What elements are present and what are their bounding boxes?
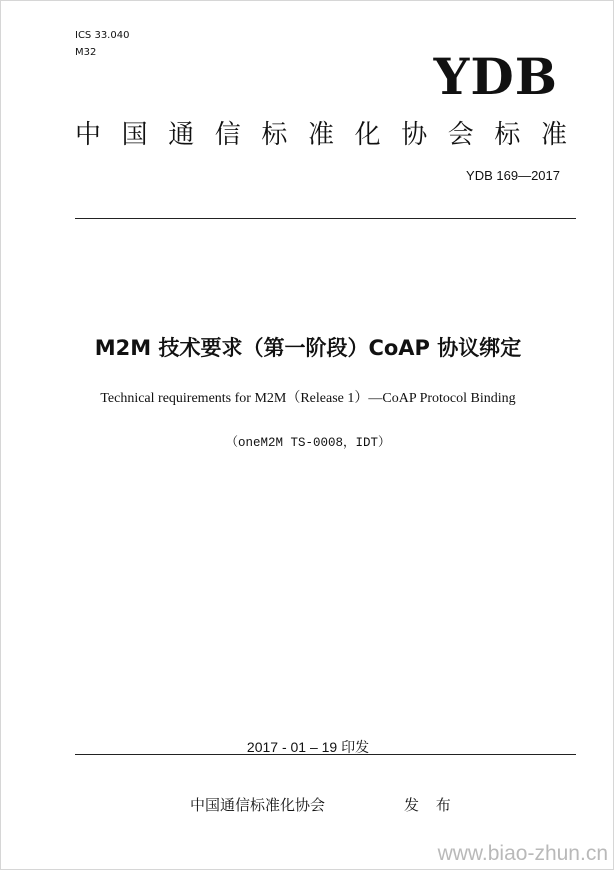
- header-divider: [75, 218, 576, 219]
- document-title-chinese: M2M 技术要求（第一阶段）CoAP 协议绑定: [94, 336, 522, 360]
- organization-title: 中国通信标准化协会标准: [75, 120, 567, 150]
- issue-date: 2017 - 01 – 19 印发: [246, 739, 370, 755]
- footer-divider: [75, 754, 576, 755]
- ccs-code: M32: [75, 47, 97, 58]
- standard-number: YDB 169—2017: [466, 168, 560, 183]
- ydb-logo: YDB: [433, 47, 558, 106]
- equivalence-note: （oneM2M TS-0008，IDT）: [225, 436, 391, 450]
- ics-code: ICS 33.040: [75, 30, 130, 41]
- document-title-english: Technical requirements for M2M（Release 1）—CoAP Protocol Binding: [100, 391, 516, 406]
- publisher-name: 中国通信标准化协会: [190, 796, 326, 814]
- watermark-url: www.biao-zhun.cn: [437, 842, 608, 865]
- publisher-action: 发 布: [404, 796, 457, 814]
